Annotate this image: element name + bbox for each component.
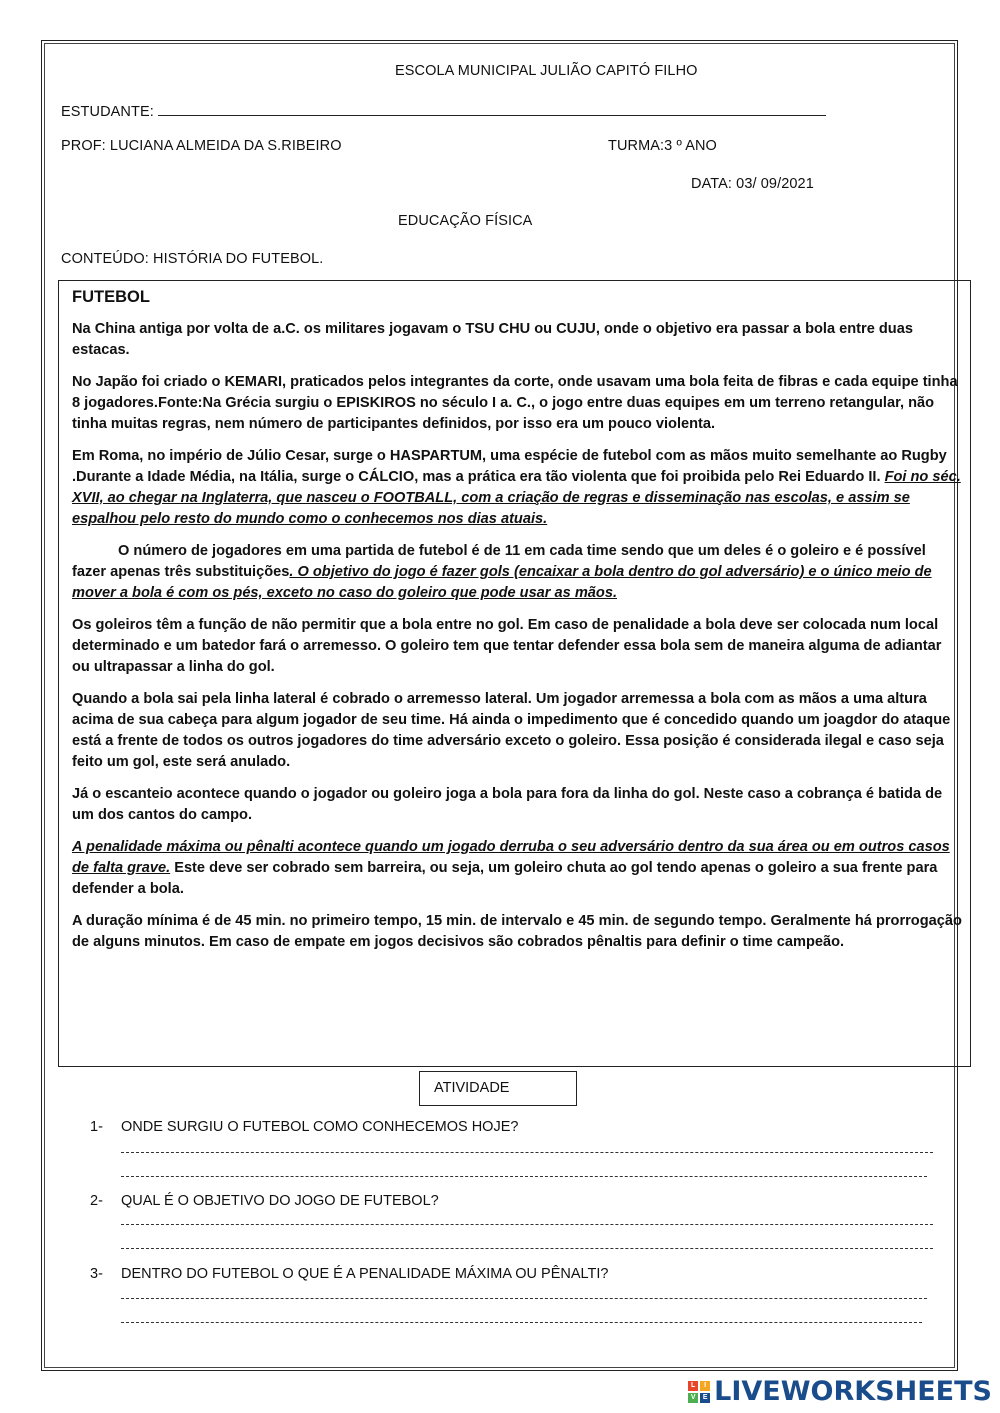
paragraph-players-text: O número de jogadores em uma partida de futebol é de 11 em cada time sendo que um deles é o goleiro e é possível fazer apenas três substituições <box>72 543 926 580</box>
text-box <box>58 280 971 1067</box>
logo-mark-letter: V <box>688 1393 698 1403</box>
paragraph-penalty <box>72 837 962 900</box>
activity-heading: ATIVIDADE <box>419 1071 577 1106</box>
paragraph-objective-underlined: . O objetivo do jogo é fazer gols (encaixar a bola dentro do gol adversário) e o único meio de mover a bola é com os pés, exceto no caso do goleiro que pode usar as mãos. <box>72 564 932 601</box>
student-line <box>61 101 826 120</box>
class-label: TURMA:3 º ANO <box>608 138 717 154</box>
logo-text: LIVEWORKSHEETS <box>714 1376 992 1407</box>
subject-label: EDUCAÇÃO FÍSICA <box>398 213 533 229</box>
paragraph-corner: Já o escanteio acontece quando o jogador ou goleiro joga a bola para fora da linha do gol. Neste caso a cobrança é batida de um dos cantos do campo. <box>72 786 943 823</box>
paragraph-throw-in: Quando a bola sai pela linha lateral é cobrado o arremesso lateral. Um jogador arremessa a bola com as mãos a uma altura acima de sua cabeça para algum jogador de seu time. Há ainda o impedimento que é concedido quando um joagdor do ataque está a frente de todos os outros jogadores do time adversário exceto o goleiro. Essa posição é considerada ilegal e caso seja feito um gol, este será anulado. <box>72 691 951 770</box>
answer-line[interactable] <box>121 1224 933 1225</box>
student-label: ESTUDANTE: <box>61 104 154 120</box>
answer-line[interactable] <box>121 1248 933 1249</box>
paragraph-japan-greece: No Japão foi criado o KEMARI, praticados pelos integrantes da corte, onde usavam uma bola feita de fibras e cada equipe tinha 8 jogadores.Fonte:Na Grécia surgiu o EPISKIROS no século I a. C., o jogo entre duas equipes em um terreno retangular, não tinha muitas regras, nem número de participantes definidos, por isso era um pouco violenta. <box>72 374 958 432</box>
school-name: ESCOLA MUNICIPAL JULIÃO CAPITÓ FILHO <box>395 63 698 79</box>
paragraph-rome-italy <box>72 446 962 530</box>
teacher-name: PROF: LUCIANA ALMEIDA DA S.RIBEIRO <box>61 138 342 154</box>
date-label: DATA: 03/ 09/2021 <box>691 176 814 192</box>
paragraph-players <box>72 541 962 604</box>
logo-mark-letter: I <box>700 1381 710 1391</box>
answer-line[interactable] <box>121 1176 927 1177</box>
text-box-title: FUTEBOL <box>72 288 150 306</box>
question-number: 3- <box>90 1266 103 1282</box>
question-number: 2- <box>90 1193 103 1209</box>
logo-mark-letter: E <box>700 1393 710 1403</box>
student-name-field[interactable] <box>158 101 826 116</box>
content-label: CONTEÚDO: HISTÓRIA DO FUTEBOL. <box>61 251 324 267</box>
question-text: QUAL É O OBJETIVO DO JOGO DE FUTEBOL? <box>121 1193 439 1209</box>
paragraph-china: Na China antiga por volta de a.C. os militares jogavam o TSU CHU ou CUJU, onde o objetivo era passar a bola entre duas estacas. <box>72 321 913 358</box>
paragraph-england-underlined: Foi no séc. XVII, ao chegar na Inglaterra, que nasceu o FOOTBALL, com a criação de regras e disseminação nas escolas, e assim se espalhou pelo resto do mundo como o conhecemos nos dias atuais. <box>72 469 961 527</box>
logo-mark-letter: L <box>688 1381 698 1391</box>
question-number: 1- <box>90 1119 103 1135</box>
paragraph-penalty-underlined: A penalidade máxima ou pênalti acontece quando um jogado derruba o seu adversário dentro da sua área ou em outros casos de falta grave. <box>72 839 950 876</box>
paragraph-rome-text: Em Roma, no império de Júlio Cesar, surge o HASPARTUM, uma espécie de futebol com as mãos muito semelhante ao Rugby .Durante a Idade Média, na Itália, surge o CÁLCIO, mas a prática era tão violenta que foi proibida pelo Rei Eduardo II. <box>72 448 947 485</box>
paragraph-goalkeepers: Os goleiros têm a função de não permitir que a bola entre no gol. Em caso de penalidade a bola deve ser colocada num local determinado e um batedor fará o arremesso. O goleiro tem que tentar defender essa bola sem de maneira alguma de adiantar ou ultrapassar a linha do gol. <box>72 617 942 675</box>
paragraph-duration: A duração mínima é de 45 min. no primeiro tempo, 15 min. de intervalo e 45 min. de segundo tempo. Geralmente há prorrogação de alguns minutos. Em caso de empate em jogos decisivos são cobrados pênaltis para definir o time campeão. <box>72 913 962 950</box>
logo-mark-icon <box>688 1381 710 1403</box>
paragraph-penalty-text: Este deve ser cobrado sem barreira, ou seja, um goleiro chuta ao gol tendo apenas o goleiro a sua frente para defender a bola. <box>72 860 938 897</box>
question-text: ONDE SURGIU O FUTEBOL COMO CONHECEMOS HOJE? <box>121 1119 519 1135</box>
answer-line[interactable] <box>121 1322 922 1323</box>
liveworksheets-logo <box>688 1376 992 1407</box>
answer-line[interactable] <box>121 1152 933 1153</box>
answer-line[interactable] <box>121 1298 927 1299</box>
question-text: DENTRO DO FUTEBOL O QUE É A PENALIDADE MÁXIMA OU PÊNALTI? <box>121 1266 609 1282</box>
